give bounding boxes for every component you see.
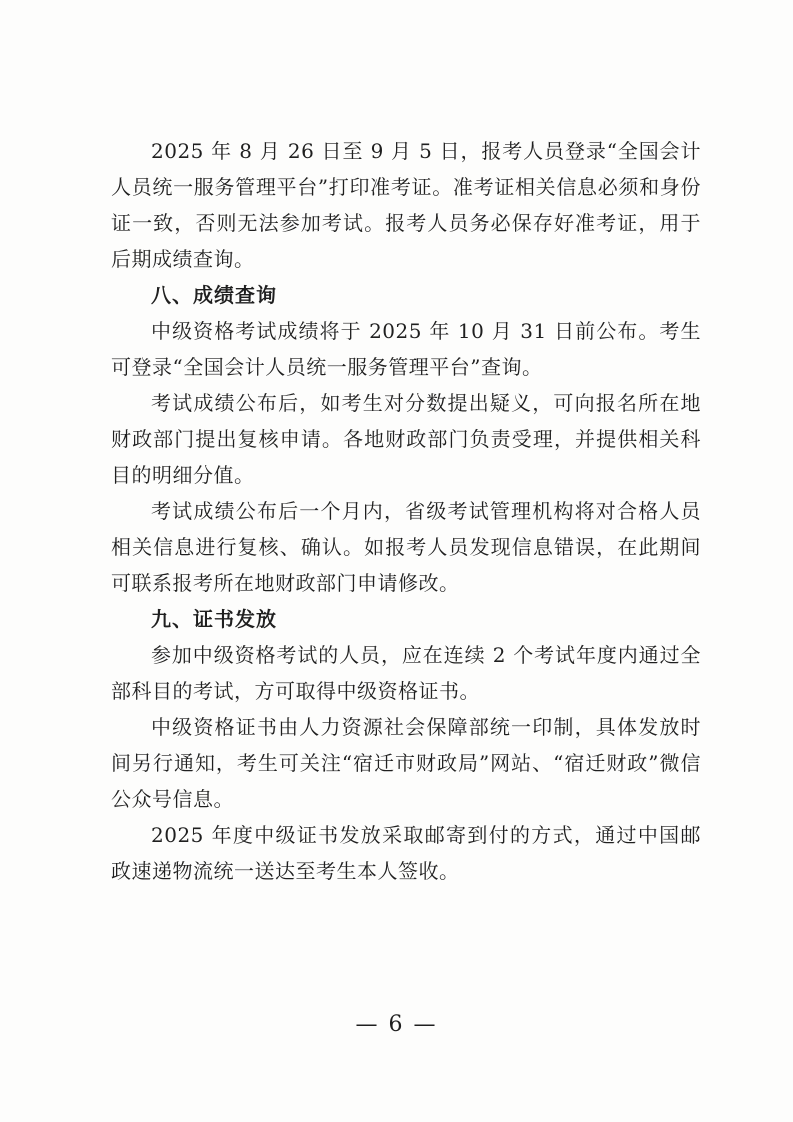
paragraph-score-review: 考试成绩公布后，如考生对分数提出疑义，可向报名所在地财政部门提出复核申请。各地财政部门负责受理，并提供相关科目的明细分值。 xyxy=(111,391,701,487)
paragraph-score-release: 中级资格考试成绩将于 2025 年 10 月 31 日前公布。考生可登录“全国会计人员统一服务管理平台”查询。 xyxy=(111,319,701,379)
paragraph-info-verification: 考试成绩公布后一个月内，省级考试管理机构将对合格人员相关信息进行复核、确认。如报考人员发现信息错误，在此期间可联系报考所在地财政部门申请修改。 xyxy=(111,499,701,595)
paragraph-certificate-mailing: 2025 年度中级证书发放采取邮寄到付的方式，通过中国邮政速递物流统一送达至考生本人签收。 xyxy=(111,823,701,883)
page-number: — 6 — xyxy=(355,1012,438,1037)
heading-score-inquiry: 八、成绩查询 xyxy=(151,283,277,307)
paragraph-certificate-printing: 中级资格证书由人力资源社会保障部统一印制，具体发放时间另行通知，考生可关注“宿迁市财政局”网站、“宿迁财政”微信公众号信息。 xyxy=(111,715,701,811)
paragraph-certificate-requirement: 参加中级资格考试的人员，应在连续 2 个考试年度内通过全部科目的考试，方可取得中级资格证书。 xyxy=(111,643,701,703)
document-body xyxy=(111,133,701,889)
paragraph-admission-ticket: 2025 年 8 月 26 日至 9 月 5 日，报考人员登录“全国会计人员统一服务管理平台”打印准考证。准考证相关信息必须和身份证一致，否则无法参加考试。报考人员务必保存好准考证，用于后期成绩查询。 xyxy=(111,139,701,271)
heading-certificate-issuance: 九、证书发放 xyxy=(151,607,277,631)
